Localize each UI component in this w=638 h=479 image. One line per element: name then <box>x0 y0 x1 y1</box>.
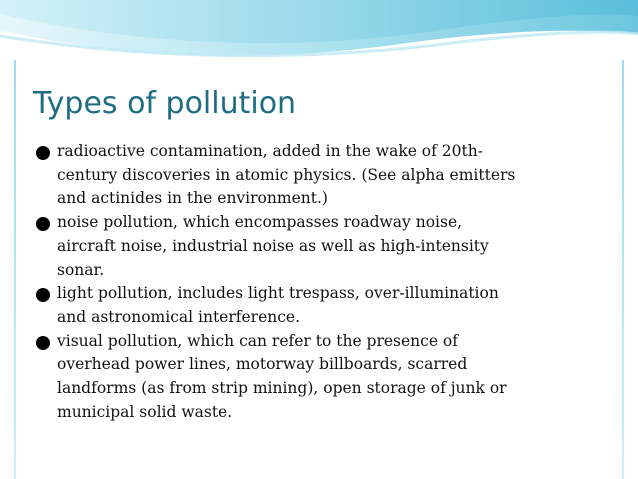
bullet-text-line: and astronomical interference. <box>57 307 301 326</box>
bullet-text-line: landforms (as from strip mining), open storage of junk or <box>57 379 507 398</box>
bullet-text-line: aircraft noise, industrial noise as well as high-intensity <box>57 236 489 255</box>
frame-line-left <box>14 60 16 479</box>
bullet-text-line: radioactive contamination, added in the wake of 20th- <box>57 142 483 160</box>
bullet-dot-icon <box>36 288 50 302</box>
bullet-dot-icon <box>36 336 50 350</box>
bullet-item <box>36 140 602 211</box>
bullet-item <box>36 211 602 282</box>
bullet-item <box>36 282 602 329</box>
bullet-text-line: noise pollution, which encompasses roadway noise, <box>57 213 463 232</box>
bullet-text-line: municipal solid waste. <box>57 402 233 421</box>
bullet-item <box>36 330 602 425</box>
bullet-text-line: visual pollution, which can refer to the presence of <box>57 331 459 350</box>
bullet-text-line: sonar. <box>57 260 105 279</box>
slide-title: Types of pollution <box>33 86 297 121</box>
frame-line-right <box>622 60 624 479</box>
bullet-text-line: overhead power lines, motorway billboards, scarred <box>57 355 468 374</box>
bullet-text-line: century discoveries in atomic physics. (See alpha emitters <box>57 165 516 184</box>
bullet-dot-icon <box>36 217 50 231</box>
bullet-dot-icon <box>36 146 50 160</box>
bullet-list <box>36 140 602 424</box>
bullet-text-line: light pollution, includes light trespass, over-illumination <box>57 284 499 303</box>
wave-banner <box>0 0 638 72</box>
bullet-text-line: and actinides in the environment.) <box>57 189 328 208</box>
